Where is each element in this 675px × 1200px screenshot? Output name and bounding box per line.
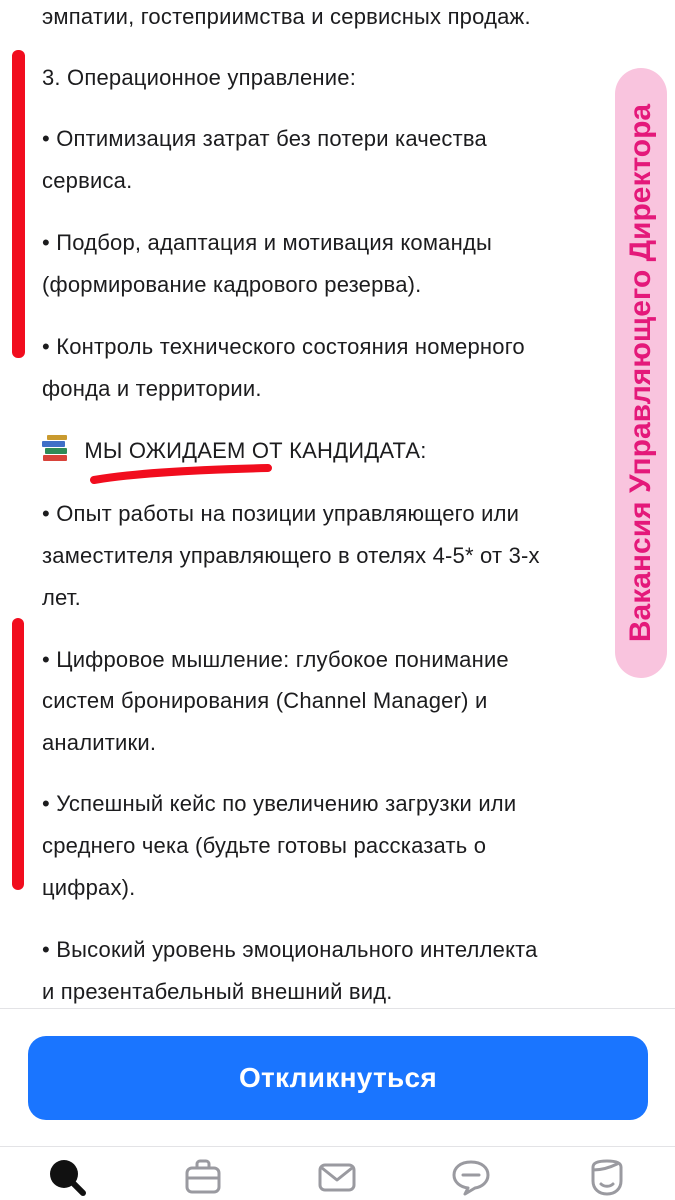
bottom-tab-bar xyxy=(0,1147,675,1200)
text-line: (формирование кадрового резерва). xyxy=(42,272,422,297)
text-line: • Контроль технического состояния номерного xyxy=(42,334,525,359)
red-highlight-stroke xyxy=(12,50,25,358)
red-highlight-stroke xyxy=(12,618,24,890)
requirements-heading-text: МЫ ОЖИДАЕМ ОТ КАНДИДАТА: xyxy=(84,438,427,463)
vacancy-side-label-text: Вакансия Управляющего Директора xyxy=(624,103,657,643)
text-line: лет. xyxy=(42,585,81,610)
books-icon xyxy=(42,438,68,462)
respond-button[interactable]: Откликнуться xyxy=(28,1036,648,1120)
text-line: и презентабельный внешний вид. xyxy=(42,979,393,1004)
tab-search[interactable] xyxy=(27,1147,107,1200)
text-line: • Успешный кейс по увеличению загрузки или xyxy=(42,791,517,816)
text-line: фонда и территории. xyxy=(42,376,262,401)
text-line: эмпатии, гостеприимства и сервисных продаж. xyxy=(42,4,531,29)
text-line: среднего чека (будьте готовы рассказать о xyxy=(42,833,487,858)
search-icon xyxy=(47,1157,87,1197)
text-line: цифрах). xyxy=(42,875,136,900)
text-line: аналитики. xyxy=(42,730,157,755)
text-line: • Подбор, адаптация и мотивация команды xyxy=(42,230,493,255)
briefcase-icon xyxy=(183,1157,223,1197)
profile-icon xyxy=(587,1157,627,1197)
text-line: • Высокий уровень эмоционального интеллекта xyxy=(42,937,538,962)
tab-profile[interactable] xyxy=(567,1147,647,1200)
text-line: • Цифровое мышление: глубокое понимание xyxy=(42,647,509,672)
vacancy-side-label xyxy=(615,68,667,678)
section-title: 3. Операционное управление: xyxy=(42,65,357,90)
text-line: • Опыт работы на позиции управляющего или xyxy=(42,501,520,526)
mail-icon xyxy=(317,1157,357,1197)
divider xyxy=(0,1008,675,1009)
tab-messages[interactable] xyxy=(297,1147,377,1200)
chat-icon xyxy=(451,1157,491,1197)
tab-responses[interactable] xyxy=(163,1147,243,1200)
tab-chats[interactable] xyxy=(431,1147,511,1200)
text-line: • Оптимизация затрат без потери качества xyxy=(42,126,487,151)
text-line: заместителя управляющего в отелях 4-5* от 3-х xyxy=(42,543,540,568)
text-line: сервиса. xyxy=(42,168,133,193)
text-line: систем бронирования (Channel Manager) и xyxy=(42,688,488,713)
red-underline-stroke xyxy=(90,456,272,486)
